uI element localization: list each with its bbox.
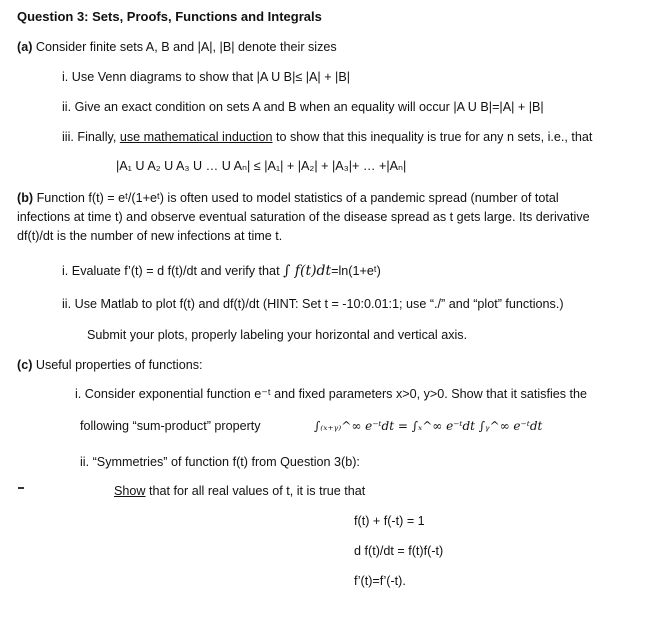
- part-a-iii-prefix: iii. Finally,: [62, 130, 120, 144]
- part-c-intro-text: Useful properties of functions:: [35, 358, 203, 372]
- part-b-line-3: df(t)/dt is the number of new infections at time t.: [17, 229, 283, 243]
- part-c-item-ii: ii. “Symmetries” of function f(t) from Question 3(b):: [80, 455, 360, 469]
- part-a-formula: |A₁ U A₂ U A₃ U … U Aₙ| ≤ |A₁| + |A₂| + |A₃|+ … +|Aₙ|: [116, 159, 407, 173]
- show-rest: that for all real values of t, it is true that: [145, 484, 366, 498]
- part-b-line-1: [17, 190, 559, 206]
- part-c-intro: [17, 357, 203, 373]
- part-a-item-iii: [62, 129, 592, 145]
- show-word: Show: [114, 484, 146, 498]
- part-c-item-i-line-1: i. Consider exponential function e⁻ᵗ and fixed parameters x>0, y>0. Show that it satisfies the: [75, 387, 588, 401]
- part-a-item-ii: ii. Give an exact condition on sets A and B when an equality will occur |A U B|=|A| + |B|: [62, 100, 544, 114]
- symmetry-equation-1: f(t) + f(-t) = 1: [354, 514, 425, 528]
- part-a-intro: [17, 39, 337, 55]
- symmetry-equation-3: f’(t)=f’(-t).: [354, 574, 406, 588]
- part-c-label: (c): [17, 358, 33, 372]
- part-c-i-text: following “sum-product” property: [80, 419, 261, 433]
- part-b-i-integral: ∫ f(t)dt: [283, 263, 332, 279]
- part-b-line-2: infections at time t) and observe eventual saturation of the disease spread as t gets large. Its derivative: [17, 210, 590, 224]
- part-a-intro-text: Consider finite sets A, B and |A|, |B| denote their sizes: [35, 40, 337, 54]
- part-a-iii-underlined: use mathematical induction: [119, 130, 273, 144]
- sum-product-formula: ∫₍ₓ₊ᵧ₎^∞ e⁻ᵗdt = ∫ₓ^∞ e⁻ᵗdt ∫ᵧ^∞ e⁻ᵗdt: [314, 419, 543, 433]
- part-c-item-i-line-2: [80, 418, 261, 434]
- symmetry-equation-2: d f(t)/dt = f(t)f(-t): [354, 544, 444, 558]
- margin-dash: [18, 487, 24, 489]
- part-c-show-line: [114, 483, 365, 499]
- part-b-item-i: [62, 263, 381, 279]
- part-b-line-1-text: Function f(t) = eᵗ/(1+eᵗ) is often used to model statistics of a pandemic spread (number of total: [36, 191, 559, 205]
- part-a-item-i: i. Use Venn diagrams to show that |A U B|≤ |A| + |B|: [62, 70, 350, 84]
- part-a-iii-suffix: to show that this inequality is true for any n sets, i.e., that: [272, 130, 593, 144]
- part-b-i-suffix: =ln(1+eᵗ): [331, 264, 381, 278]
- part-b-submit-note: Submit your plots, properly labeling your horizontal and vertical axis.: [87, 328, 468, 342]
- part-b-i-prefix: i. Evaluate f’(t) = d f(t)/dt and verify that: [62, 264, 284, 278]
- part-b-label: (b): [17, 191, 34, 205]
- part-a-label: (a): [17, 40, 33, 54]
- part-b-item-ii: ii. Use Matlab to plot f(t) and df(t)/dt (HINT: Set t = -10:0.01:1; use “./” and “plot” functions.): [62, 297, 564, 311]
- page-title: Question 3: Sets, Proofs, Functions and Integrals: [17, 9, 322, 24]
